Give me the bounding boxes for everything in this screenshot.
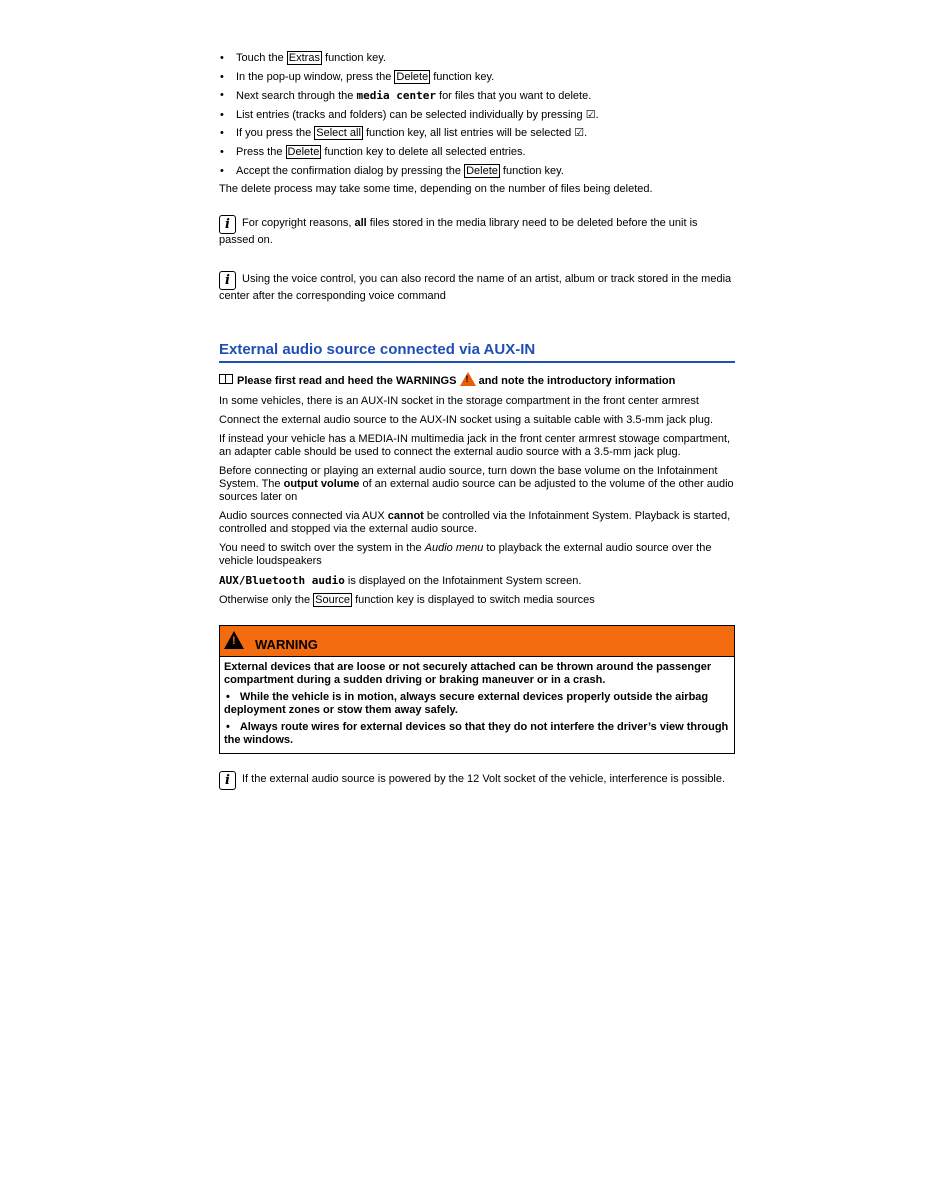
para-italic-text: Audio menu xyxy=(424,542,484,555)
paragraph-audio-menu xyxy=(219,542,735,568)
aux-bluetooth-display-text: AUX/Bluetooth audio xyxy=(219,574,345,588)
paragraph-media-in: If instead your vehicle has a MEDIA-IN multimedia jack in the front center armrest stowage compartment, an adapter cable should be used to connect the external audio source with a 3.5-mm jack plug. xyxy=(219,433,731,459)
step-text: function key to delete all selected entries. xyxy=(321,145,526,158)
note-text: Using the voice control, you can also record the name of an artist, album or track stored in the media center after the corresponding voice command xyxy=(219,273,732,303)
extras-function-key: Extras xyxy=(288,52,320,64)
paragraph-control xyxy=(219,510,735,536)
warning-text: Always route wires for external devices so that they do not interfere the driver’s view through the windows. xyxy=(224,721,729,747)
media-center-display-text: media center xyxy=(356,89,436,103)
source-function-key: Source xyxy=(315,594,351,607)
checkbox-checked-icon: ☑ xyxy=(585,108,596,121)
para-text: be controlled via the Infotainment System. Playback is started, controlled and stopped via the external audio source. xyxy=(219,510,731,536)
info-icon: i xyxy=(219,771,236,790)
warning-bullet-line xyxy=(224,691,730,717)
para-text: You need to switch over the system in the xyxy=(219,542,425,555)
step-text: In the pop-up window, press the xyxy=(236,70,395,83)
step-4 xyxy=(219,109,735,122)
step-3 xyxy=(219,89,735,103)
warning-triangle-glyph: ! xyxy=(232,634,236,647)
delete-function-key: Delete xyxy=(466,164,498,177)
delete-process-note: The delete process may take some time, depending on the number of files being deleted. xyxy=(219,183,653,196)
para-text: function key is displayed to switch media sources xyxy=(352,594,595,607)
step-text: Next search through the xyxy=(236,90,357,103)
note-text: For copyright reasons, xyxy=(242,217,355,230)
paragraph-aux-socket: In some vehicles, there is an AUX-IN socket in the storage compartment in the front center armrest xyxy=(219,395,699,408)
delete-steps-list xyxy=(219,52,735,178)
section-heading-wrap xyxy=(219,341,735,363)
warning-triangle-glyph: ! xyxy=(465,374,469,385)
step-text: function key. xyxy=(499,164,564,177)
step-text: . xyxy=(595,108,599,121)
step-text: Touch the xyxy=(236,52,287,64)
note-text: files stored in the media library need to be deleted before the unit is passed on. xyxy=(219,217,698,247)
paragraph-volume xyxy=(219,465,735,504)
step-text: function key. xyxy=(321,52,386,64)
info-note-interference xyxy=(219,771,735,790)
read-first-text: Please first read and heed the WARNINGS xyxy=(237,375,460,388)
warning-box xyxy=(219,625,735,754)
warning-text: While the vehicle is in motion, always secure external devices properly outside the airbag deployment zones or stow them away safely. xyxy=(224,691,709,717)
para-text: Otherwise only the xyxy=(219,594,314,607)
para-text: Before connecting or playing an external audio source, turn down the base volume on the Infotainment System. The xyxy=(219,465,718,491)
step-6 xyxy=(219,146,735,159)
para-text: is displayed on the Infotainment System screen. xyxy=(344,575,582,588)
step-text: . xyxy=(584,127,588,140)
section-title: External audio source connected via AUX-IN xyxy=(219,341,735,363)
paragraph-connect: Connect the external audio source to the AUX-IN socket using a suitable cable with 3.5-mm jack plug. xyxy=(219,414,714,427)
step-text: List entries (tracks and folders) can be selected individually by pressing xyxy=(236,108,586,121)
read-first-line xyxy=(219,372,735,388)
step-text: for files that you want to delete. xyxy=(435,90,592,103)
step-5 xyxy=(219,127,735,140)
step-1 xyxy=(219,52,735,65)
note-text: If the external audio source is powered by the 12 Volt socket of the vehicle, interference is possible. xyxy=(242,773,726,786)
para-text: to playback the external audio source over the vehicle loudspeakers xyxy=(219,542,712,568)
step-text: function key. xyxy=(430,70,495,83)
para-bold-text: cannot xyxy=(387,510,424,523)
note-bold-text: all xyxy=(354,217,367,230)
para-text: of an external audio source can be adjusted to the volume of the other audio sources later on xyxy=(219,478,734,504)
select-all-function-key: Select all xyxy=(316,127,361,140)
step-text: If you press the xyxy=(236,127,315,140)
delete-function-key: Delete xyxy=(396,70,429,83)
info-icon: i xyxy=(219,271,236,290)
read-first-text: and note the introductory information xyxy=(475,375,676,388)
delete-function-key: Delete xyxy=(287,145,320,158)
step-2 xyxy=(219,71,735,84)
paragraph-aux-display xyxy=(219,574,735,588)
warning-bullet-line xyxy=(224,721,730,747)
paragraph-source-key xyxy=(219,594,735,607)
book-icon xyxy=(219,374,233,384)
para-bold-text: output volume xyxy=(283,478,360,491)
step-7 xyxy=(219,165,735,178)
checkbox-checked-icon: ☑ xyxy=(574,127,585,140)
manual-page xyxy=(219,52,735,790)
info-icon: i xyxy=(219,215,236,234)
info-note-voice-control xyxy=(219,271,735,303)
warning-body xyxy=(220,657,734,753)
step-text: function key, all list entries will be selected xyxy=(362,127,575,140)
warning-header xyxy=(220,626,734,657)
step-text: Accept the confirmation dialog by pressing the xyxy=(236,164,465,177)
warning-title: WARNING xyxy=(255,636,318,652)
warning-triangle-icon xyxy=(224,631,244,649)
info-note-copyright xyxy=(219,215,735,247)
para-text: Audio sources connected via AUX xyxy=(219,510,388,523)
warning-triangle-icon xyxy=(460,372,476,386)
step-text: Press the xyxy=(236,145,286,158)
warning-line: External devices that are loose or not securely attached can be thrown around the passenger compartment during a sudden driving or braking maneuver or in a crash. xyxy=(224,661,712,687)
